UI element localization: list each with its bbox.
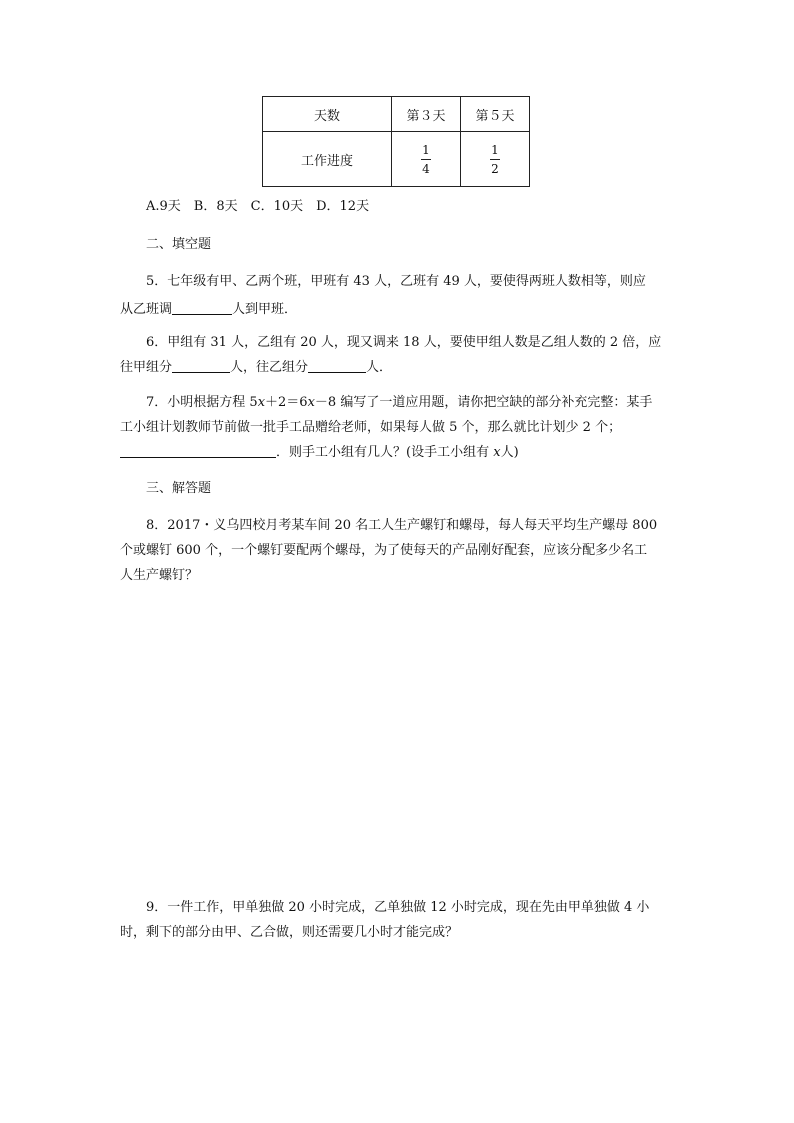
table-cell-day3	[392, 132, 461, 187]
q9-line1: 9．一件工作，甲单独做 20 小时完成，乙单独做 12 小时完成，现在先由甲单独做 4 小	[146, 900, 650, 915]
q8-line1: 8．2017・义乌四校月考某车间 20 名工人生产螺钉和螺母，每人每天平均生产螺母 800	[146, 518, 658, 533]
q7-var-x: x	[307, 395, 315, 410]
fraction-denominator: 2	[491, 162, 499, 176]
table-header-day5: 第５天	[461, 97, 530, 132]
q6-line1: 6．甲组有 31 人，乙组有 20 人，现又调来 18 人，要使甲组人数是乙组人数的 2 倍，应	[146, 335, 662, 350]
fraction-denominator: 4	[422, 162, 430, 176]
q5-answer-blank[interactable]	[172, 301, 232, 315]
table-header-day3: 第３天	[392, 97, 461, 132]
q7-var-x: x	[493, 445, 501, 460]
q7-answer-blank[interactable]	[120, 444, 276, 458]
q7-line2: 工小组计划教师节前做一批手工品赠给老师，如果每人做 5 个，那么就比计划少 2 个；	[120, 420, 622, 435]
table-row-label: 工作进度	[263, 132, 392, 187]
q7-line3	[120, 441, 519, 460]
q8-line3: 人生产螺钉？	[120, 568, 199, 583]
q7-text-e: 人)	[500, 445, 519, 460]
table-header-days: 天数	[263, 97, 392, 132]
q6-text-a: 往甲组分	[120, 360, 173, 375]
q4-options: A.9天 B．8天 C．10天 D．12天	[146, 199, 370, 214]
q7-text-a: 7．小明根据方程 5	[146, 395, 258, 410]
fraction-day5	[489, 144, 501, 175]
fraction-numerator: 1	[422, 143, 430, 157]
fraction-numerator: 1	[491, 143, 499, 157]
q5-line1: 5．七年级有甲、乙两个班，甲班有 43 人，乙班有 49 人，要使得两班人数相等，则应	[146, 274, 646, 289]
q6-answer-blank-1[interactable]	[172, 359, 230, 373]
q5-line2	[120, 298, 297, 317]
section-title-fill: 二、填空题	[146, 237, 212, 252]
q6-text-c: 人．	[366, 360, 393, 375]
q7-var-x: x	[257, 395, 266, 410]
fraction-day3	[420, 144, 432, 175]
q6-text-b: 人，往乙组分	[230, 360, 309, 375]
section-title-answer: 三、解答题	[146, 481, 212, 496]
q8-line2: 个或螺钉 600 个，一个螺钉要配两个螺母，为了使每天的产品刚好配套，应该分配多少名工	[120, 543, 648, 558]
table-cell-day5	[461, 132, 530, 187]
q6-line2	[120, 356, 392, 375]
q5-text-b: 人到甲班．	[232, 302, 298, 317]
q9-line2: 时，剩下的部分由甲、乙合做，则还需要几小时才能完成？	[120, 925, 459, 940]
work-progress-table	[262, 96, 530, 187]
q5-text-a: 从乙班调	[120, 302, 173, 317]
q7-text-b: ＋2＝6	[265, 395, 308, 410]
q7-text-c: －8 编写了一道应用题，请你把空缺的部分补充完整：某手	[314, 395, 653, 410]
q7-line1	[146, 391, 652, 410]
q7-text-d: ．则手工小组有几人？(设手工小组有	[276, 445, 494, 460]
q6-answer-blank-2[interactable]	[308, 359, 366, 373]
